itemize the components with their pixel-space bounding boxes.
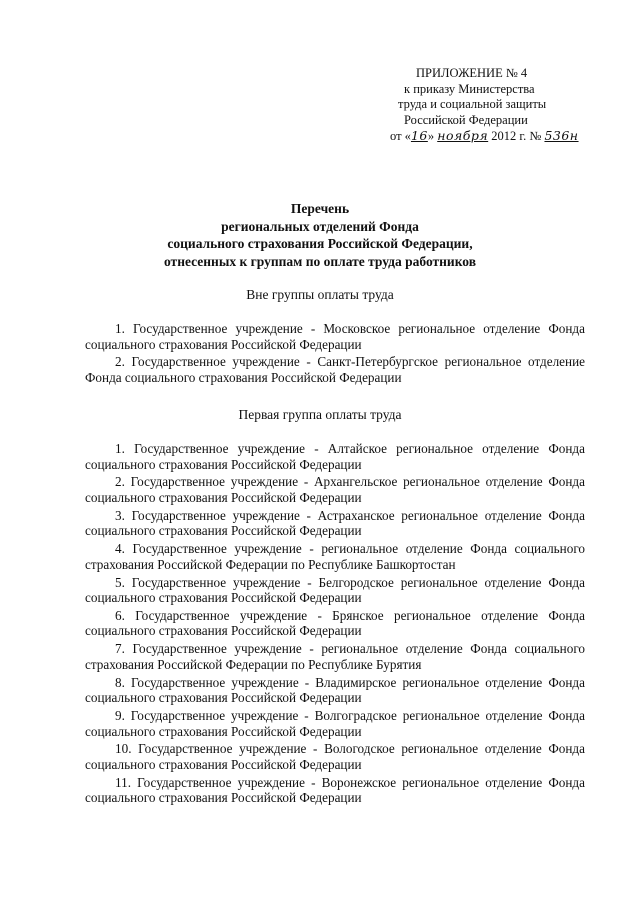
date-month-handwritten: ноября [437,128,489,143]
approval-block [390,66,620,145]
title-line-3: социального страхования Российской Федерации, [167,236,473,251]
out-of-group-list [85,321,585,388]
group-heading-out-of-group: Вне группы оплаты труда [246,287,394,302]
order-ref-line: к приказу Министерства [404,81,535,96]
list-item: 2. Государственное учреждение - Санкт-Петербургское региональное отделение Фонда социального страхования Российской Федерации [85,354,585,385]
date-day-handwritten: 16 [410,128,428,143]
list-item: 5. Государственное учреждение - Белгородское региональное отделение Фонда социального страхования Российской Федерации [85,574,585,606]
list-item: 1. Государственное учреждение - Алтайское региональное отделение Фонда социального страхования Российской Федерации [85,441,585,472]
list-item: 11. Государственное учреждение - Воронежское региональное отделение Фонда социального страхования Российской Федерации [85,774,585,806]
order-number-handwritten: 536н [544,128,579,143]
document-title [80,200,560,270]
list-item: 4. Государственное учреждение - региональное отделение Фонда социального страхования Российской Федерации по Республике Башкортостан [85,541,585,572]
list-item: 8. Государственное учреждение - Владимирское региональное отделение Фонда социального страхования Российской Федерации [85,674,585,706]
group-heading-first-group: Первая группа оплаты труда [238,407,402,422]
list-item: 2. Государственное учреждение - Архангельское региональное отделение Фонда социального страхования Российской Федерации [85,474,585,505]
list-item: 3. Государственное учреждение - Астраханское региональное отделение Фонда социального страхования Российской Федерации [85,507,585,539]
list-item: 10. Государственное учреждение - Вологодское региональное отделение Фонда социального страхования Российской Федерации [85,741,585,772]
first-group-list [85,441,585,808]
list-item: 6. Государственное учреждение - Брянское региональное отделение Фонда социального страхования Российской Федерации [85,607,585,639]
appendix-label: ПРИЛОЖЕНИЕ № 4 [416,66,528,80]
list-item: 1. Государственное учреждение - Московское региональное отделение Фонда социального страхования Российской Федерации [85,321,585,352]
list-item: 9. Государственное учреждение - Волгоградское региональное отделение Фонда социального страхования Российской Федерации [85,708,585,739]
order-date-line [390,128,620,145]
ministry-line: труда и социальной защиты [398,97,547,111]
list-item: 7. Государственное учреждение - региональное отделение Фонда социального страхования Российской Федерации по Республике Бурятия [85,641,585,672]
date-year: 2012 г. № [491,129,542,143]
date-prefix: от « [390,129,411,143]
country-line: Российской Федерации [404,112,528,127]
date-mid: » [427,129,435,143]
title-line-2: региональных отделений Фонда [221,218,419,234]
title-line-4: отнесенных к группам по оплате труда работников [163,253,477,269]
title-line-1: Перечень [290,201,350,216]
